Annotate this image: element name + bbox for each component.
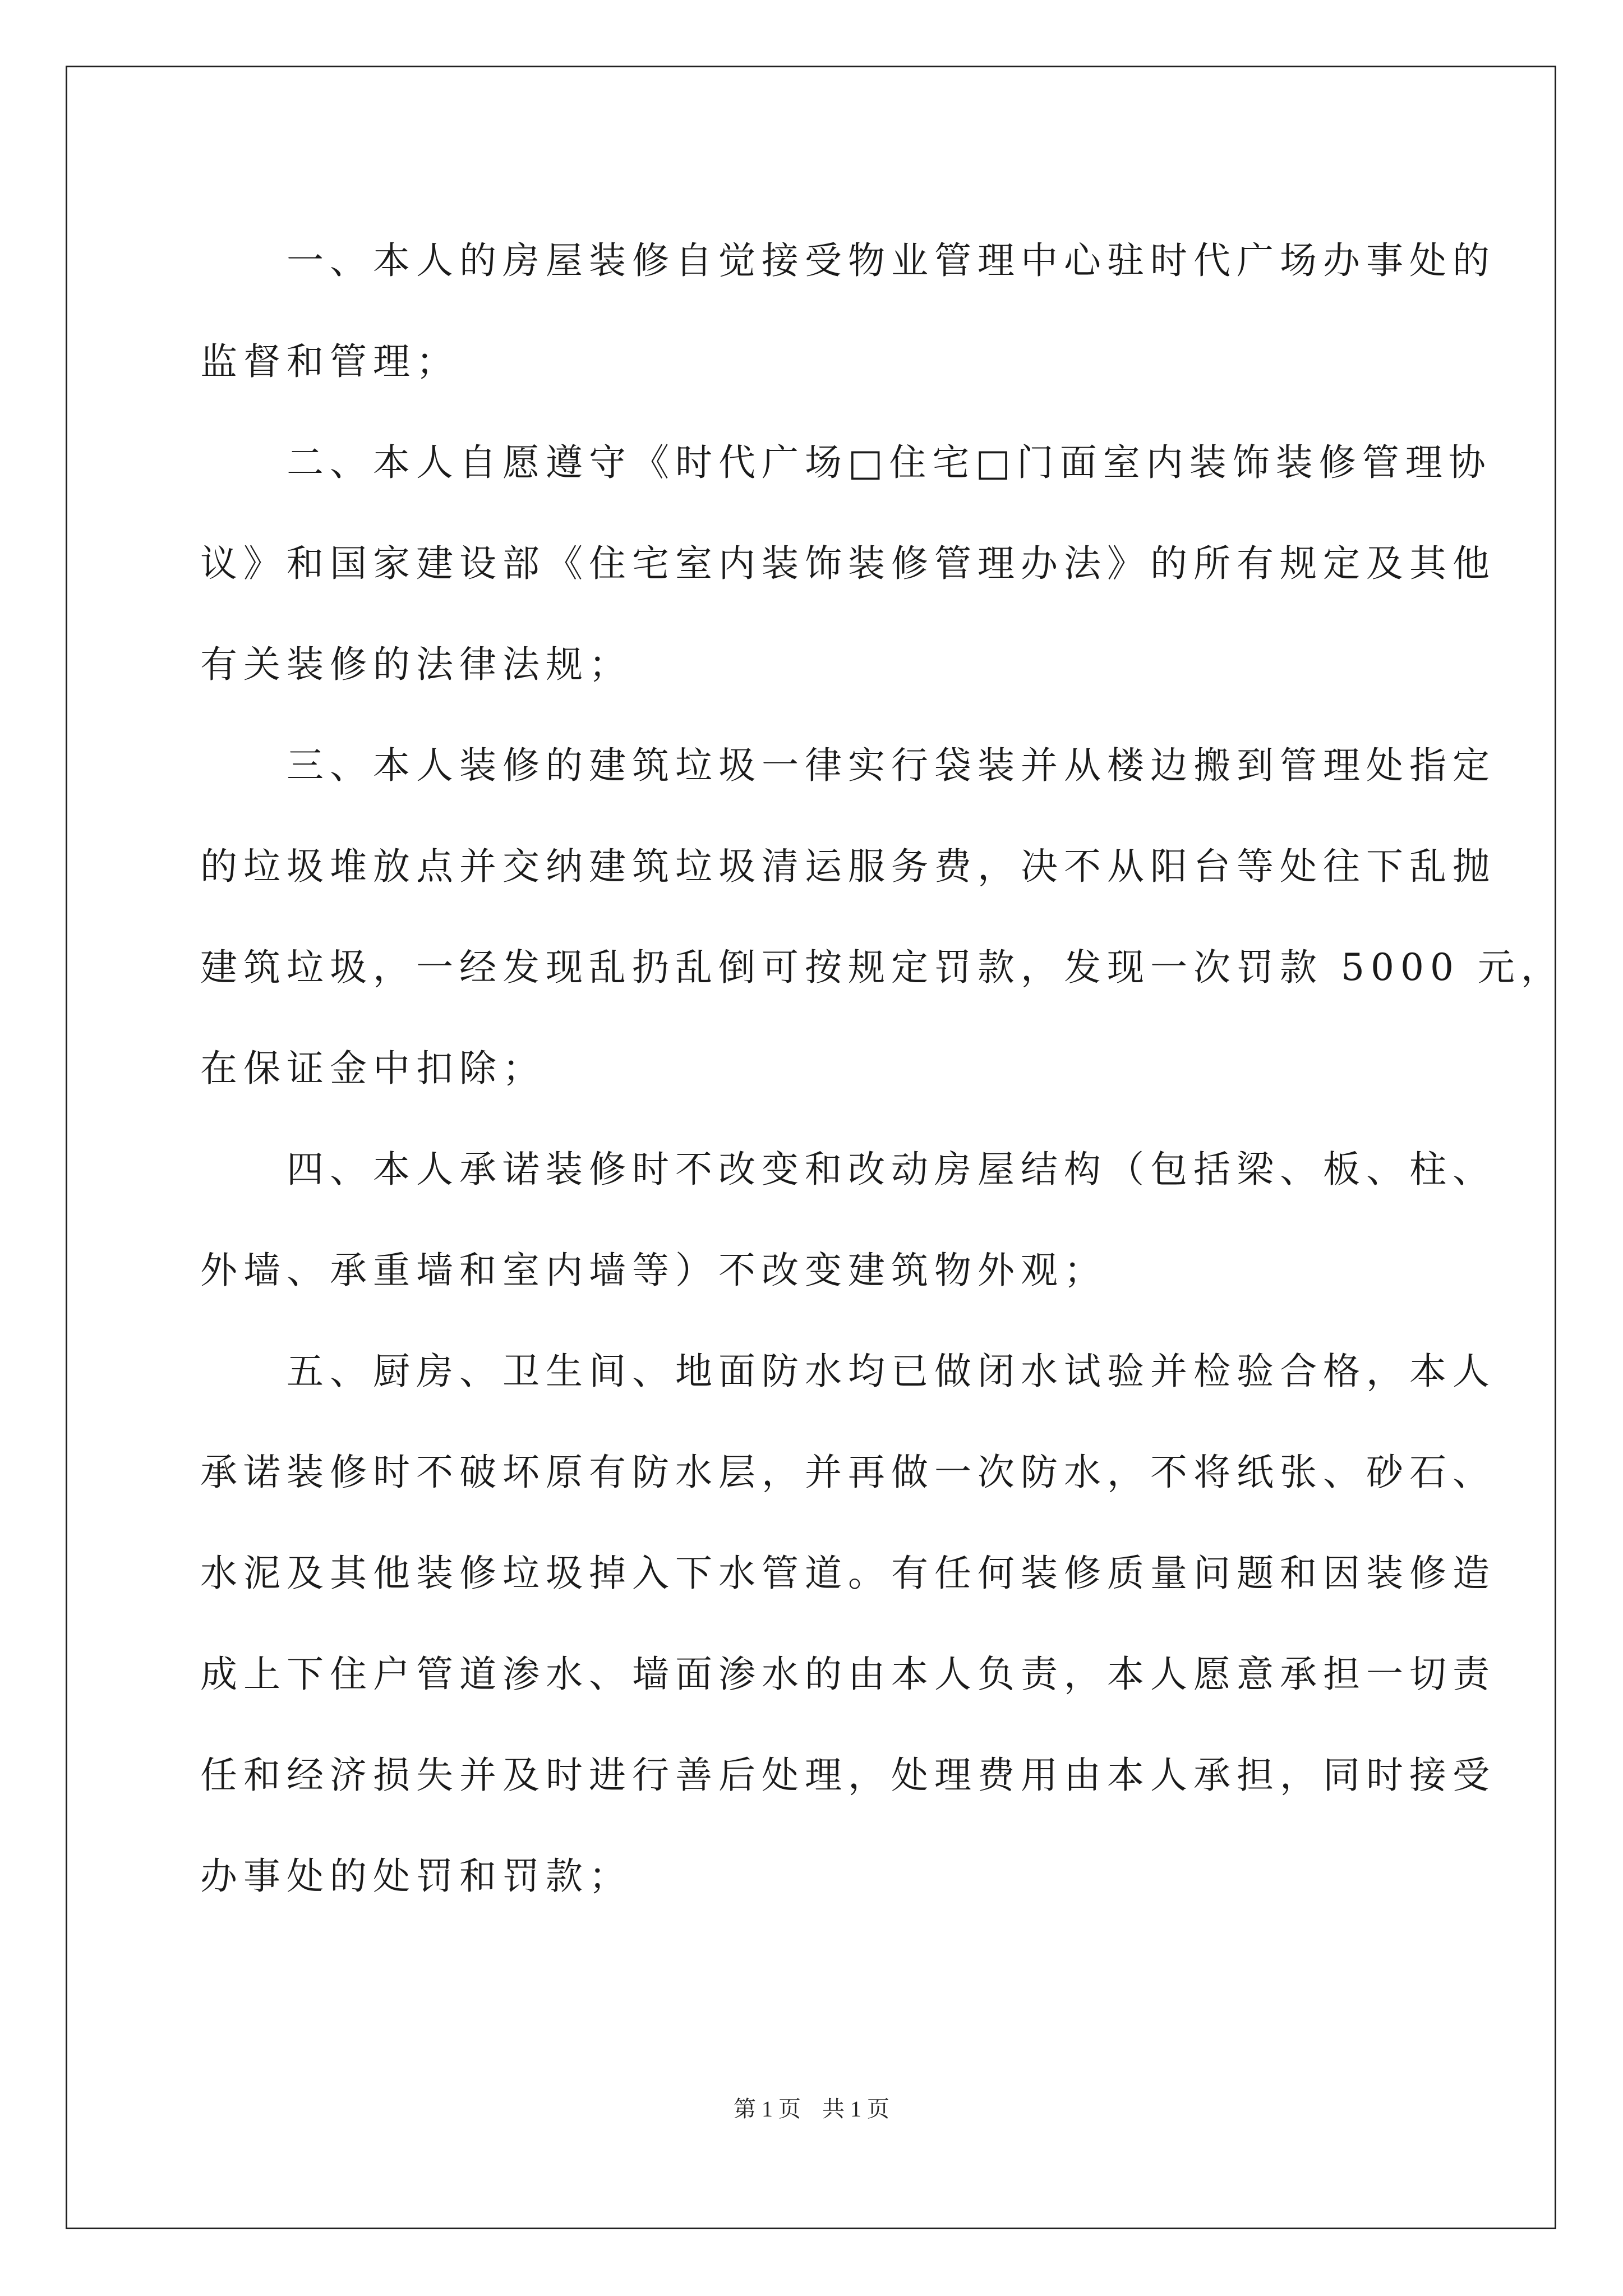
page-number-footer [0, 2091, 1623, 2123]
paragraph-line: 任和经济损失并及时进行善后处理，处理费用由本人承担，同时接受 [200, 1754, 1496, 1797]
paragraph-line: 三、本人装修的建筑垃圾一律实行袋装并从楼边搬到管理处指定 [287, 744, 1496, 787]
paragraph-line: 议》和国家建设部《住宅室内装饰装修管理办法》的所有规定及其他 [200, 542, 1496, 585]
paragraph-4 [200, 1119, 1496, 1321]
paragraph-line: 外墙、承重墙和室内墙等）不改变建筑物外观； [200, 1249, 1107, 1292]
paragraph-line: 的垃圾堆放点并交纳建筑垃圾清运服务费，决不从阳台等处往下乱抛 [200, 845, 1496, 888]
paragraph-line: 二、本人自愿遵守《时代广场□住宅□门面室内装饰装修管理协 [287, 441, 1492, 484]
paragraph-line: 五、厨房、卫生间、地面防水均已做闭水试验并检验合格，本人 [287, 1350, 1496, 1393]
paragraph-line: 办事处的处罚和罚款； [200, 1855, 632, 1898]
page-total-label: 共 1 页 [822, 2096, 889, 2122]
paragraph-line: 水泥及其他装修垃圾掉入下水管道。有任何装修质量问题和因装修造 [200, 1552, 1496, 1595]
paragraph-line: 四、本人承诺装修时不改变和改动房屋结构（包括梁、板、柱、 [287, 1148, 1496, 1191]
paragraph-line: 一、本人的房屋装修自觉接受物业管理中心驻时代广场办事处的 [287, 239, 1496, 282]
paragraph-line: 在保证金中扣除； [200, 1047, 546, 1090]
paragraph-line: 建筑垃圾，一经发现乱扔乱倒可按规定罚款，发现一次罚款 5000 元， [200, 946, 1564, 989]
paragraph-line: 监督和管理； [200, 340, 459, 383]
paragraph-5 [200, 1321, 1496, 1927]
paragraph-1 [200, 210, 1496, 412]
document-body [200, 210, 1564, 1927]
paragraph-line: 有关装修的法律法规； [200, 643, 632, 686]
page-current-label: 第 1 页 [734, 2096, 801, 2122]
paragraph-line: 承诺装修时不破坏原有防水层，并再做一次防水，不将纸张、砂石、 [200, 1451, 1496, 1494]
paragraph-2 [200, 412, 1496, 715]
paragraph-3 [200, 715, 1564, 1119]
paragraph-line: 成上下住户管道渗水、墙面渗水的由本人负责，本人愿意承担一切责 [200, 1653, 1496, 1696]
